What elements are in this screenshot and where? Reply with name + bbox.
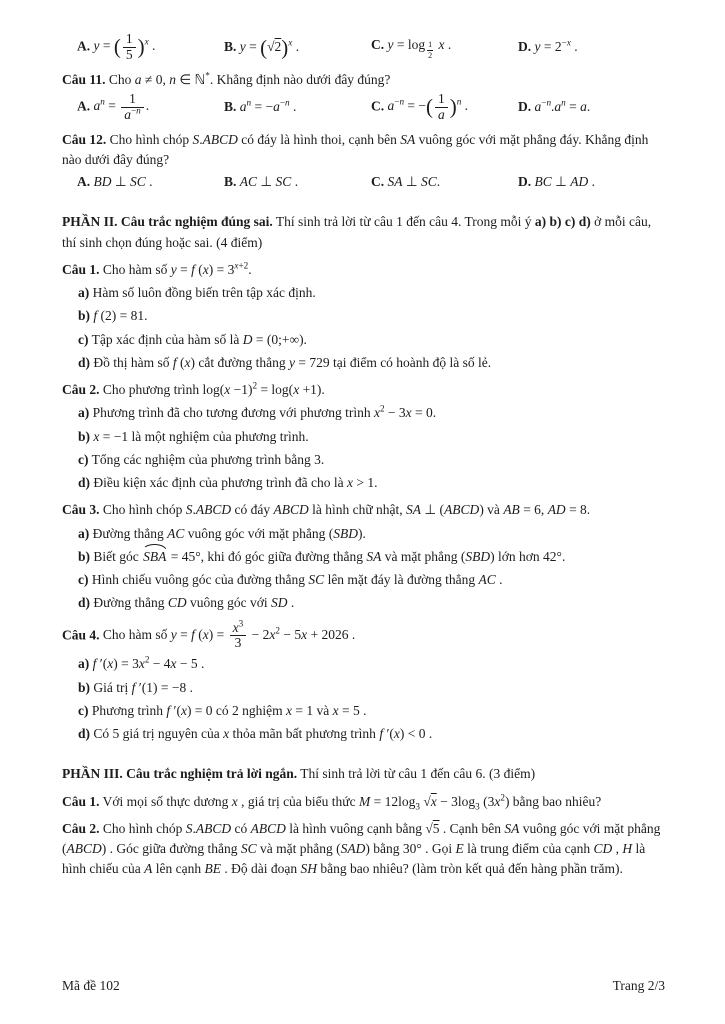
item-b [78,678,665,698]
item-d [78,473,665,493]
item-a [78,654,665,674]
item-label: a) [78,656,90,672]
question-11-stem [62,70,665,90]
option-b [224,97,371,117]
continued-question-options [62,32,665,63]
question-stem [62,260,665,280]
option-b [224,37,371,58]
part2-heading-bold: PHẦN II. Câu trắc nghiệm đúng sai. [62,214,273,230]
item-text: f (2) = 81. [93,308,148,324]
item-label: d) [78,475,91,491]
option-c [371,35,518,60]
question-number: Câu 3. [62,502,100,518]
option-label: A. [77,98,91,114]
item-b [78,547,665,567]
option-formula: $a^{-n}$ = −( $\frac{1}{a}$ )$^n$ . [387,90,469,122]
option-label: C. [371,98,385,114]
item-label: a) [78,525,90,541]
item-text: Tập xác định của hàm số là D = (0;+∞). [91,331,307,347]
question-text: Cho hình chóp S.ABCD có ABCD là hình vuông cạnh bằng √5 . Cạnh bên SA vuông góc với mặt phẳng (ABCD) . Góc giữa đường thẳng SC và mặt phẳng (SAD) bằng 30° . Gọi E là trung điểm của cạnh CD , H là hình chiếu của A lên cạnh BE . Độ dài đoạn SH bằng bao nhiêu? (làm tròn kết quả đến hàng phần trăm). [62,820,661,877]
item-d [78,724,665,744]
question-number: Câu 2. [62,382,100,398]
question-text: Cho hình chóp S.ABCD có đáy ABCD là hình chữ nhật, SA ⊥ (ABCD) và AB = 6, AD = 8. [102,502,591,518]
item-c [78,570,665,590]
option-label: A. [77,38,91,54]
option-formula: $a^n = -a^{-n}$ . [239,97,297,115]
part3-question-1 [62,792,665,812]
part2-question-4 [62,618,665,745]
option-label: B. [224,174,237,190]
item-text: Tổng các nghiệm của phương trình bằng 3. [91,451,325,467]
item-label: b) [78,679,91,695]
item-c [78,330,665,350]
option-a [77,172,224,192]
question-number: Câu 11. [62,71,106,87]
question-12-stem [62,130,665,171]
item-label: b) [78,548,91,564]
part2-heading-rest: Thí sinh trả lời từ câu 1 đến câu 4. Trong mỗi ý a) b) c) d) ở mỗi câu, thí sinh chọn đúng hoặc sai. (4 điểm) [62,214,652,250]
item-label: c) [78,572,89,588]
item-label: a) [78,285,90,301]
item-b [78,306,665,326]
item-text: Có 5 giá trị nguyên của x thỏa mãn bất phương trình f ′(x) < 0 . [93,726,433,742]
page-number: Trang 2/3 [612,977,665,993]
item-text: Điều kiện xác định của phương trình đã cho là x > 1. [93,475,378,491]
option-formula: BC ⊥ AD . [534,174,596,190]
item-text: Giá trị f ′(1) = −8 . [93,679,193,695]
option-d [518,97,665,117]
item-text: Đường thẳng CD vuông góc với SD . [93,595,295,611]
option-label: C. [371,174,385,190]
option-label: C. [371,36,385,52]
item-label: c) [78,331,89,347]
item-b [78,427,665,447]
option-formula: y = log $\frac{1}{2}$ x . [387,36,452,60]
option-a [77,92,224,123]
item-text: Hàm số luôn đồng biến trên tập xác định. [92,285,316,301]
option-label: B. [224,99,237,115]
exam-code: Mã đề 102 [62,977,120,993]
option-d [518,37,665,57]
part2-question-1 [62,260,665,373]
question-12-options [62,172,665,192]
option-label: D. [518,174,532,190]
option-formula: $a^n$ = $\frac{1}{a^{-n}}$ . [93,90,150,122]
option-d [518,172,665,192]
item-text: x = −1 là một nghiệm của phương trình. [93,428,309,444]
option-formula: SA ⊥ SC. [387,174,441,190]
question-number: Câu 1. [62,793,100,809]
option-c [371,92,518,123]
item-a [78,524,665,544]
item-text: Đồ thị hàm số f (x) cắt đường thẳng y = 729 tại điểm có hoành độ là số lẻ. [93,354,492,370]
item-label: c) [78,451,89,467]
question-text: Cho hình chóp S.ABCD có đáy là hình thoi, cạnh bên SA vuông góc với mặt phẳng đáy. Khẳng định nào dưới đây đúng? [62,131,649,167]
part2-question-2 [62,380,665,493]
item-c [78,701,665,721]
item-a [78,283,665,303]
item-d [78,593,665,613]
item-label: b) [78,428,91,444]
part3-heading [62,764,665,784]
question-11-options [62,92,665,123]
part2-heading [62,212,665,253]
part3-heading-bold: PHẦN III. Câu trắc nghiệm trả lời ngắn. [62,766,298,782]
item-c [78,450,665,470]
page-footer [62,976,665,996]
part3-question-2 [62,819,665,880]
item-text: Đường thẳng AC vuông góc với mặt phẳng (SBD). [92,525,366,541]
question-text: Cho a ≠ 0, n ∈ ℕ*. Khẳng định nào dưới đây đúng? [108,70,391,87]
question-stem [62,500,665,520]
question-number: Câu 4. [62,627,100,643]
option-formula: BD ⊥ SC . [93,174,153,190]
question-stem [62,380,665,400]
option-b [224,172,371,192]
part2-question-3 [62,500,665,613]
option-formula: $y = (√2)^x$ . [239,35,300,60]
question-text: Cho hàm số y = f $(x) = 3^{x+2}$. [102,260,252,277]
question-number: Câu 12. [62,131,107,147]
option-label: A. [77,174,91,190]
question-number: Câu 1. [62,261,100,277]
option-label: D. [518,99,532,115]
option-c [371,172,518,192]
option-label: B. [224,38,237,54]
item-label: d) [78,595,91,611]
question-text: Cho hàm số y = f (x) = $\frac{x^3}{3}$ − $2x^2 - 5x + 2026$ . [102,618,356,651]
option-formula: $y = 2^{-x}$ . [534,37,578,55]
item-a [78,403,665,423]
option-formula: y = ( $\frac{1}{5}$ )$^x$ . [93,31,156,62]
item-label: c) [78,702,89,718]
option-label: D. [518,39,532,55]
question-stem [62,618,665,652]
item-text: f $'(x) = 3x^2 - 4x - 5$ . [92,654,205,672]
question-number: Câu 2. [62,820,100,836]
item-label: d) [78,354,91,370]
item-d [78,353,665,373]
question-text: Cho phương trình $\log(x -1)^2 = \log(x +1)$. [102,380,325,398]
option-formula: AC ⊥ SC . [239,174,299,190]
question-text: Với mọi số thực dương x , giá trị của biểu thức $M = 12\log_3$ $√x - 3\log_3$ $(3x^2)$ bằng bao nhiêu? [102,792,602,812]
item-label: a) [78,405,90,421]
item-label: b) [78,308,91,324]
item-text: Phương trình f ′(x) = 0 có 2 nghiệm x = 1 và x = 5 . [91,702,367,718]
item-label: d) [78,726,91,742]
item-text: Hình chiếu vuông góc của đường thẳng SC lên mặt đáy là đường thẳng AC . [91,572,503,588]
part3-heading-rest: Thí sinh trả lời từ câu 1 đến câu 6. (3 điểm) [297,766,536,782]
option-formula: $a^{-n}.a^n = a$. [534,97,591,115]
option-a [77,32,224,63]
item-text: Biết góc SBA = 45°, khi đó góc giữa đường thẳng SA và mặt phẳng (SBD) lớn hơn 42°. [93,549,565,564]
item-text: Phương trình đã cho tương đương với phương trình $x^2 - 3x = 0$. [92,403,437,421]
